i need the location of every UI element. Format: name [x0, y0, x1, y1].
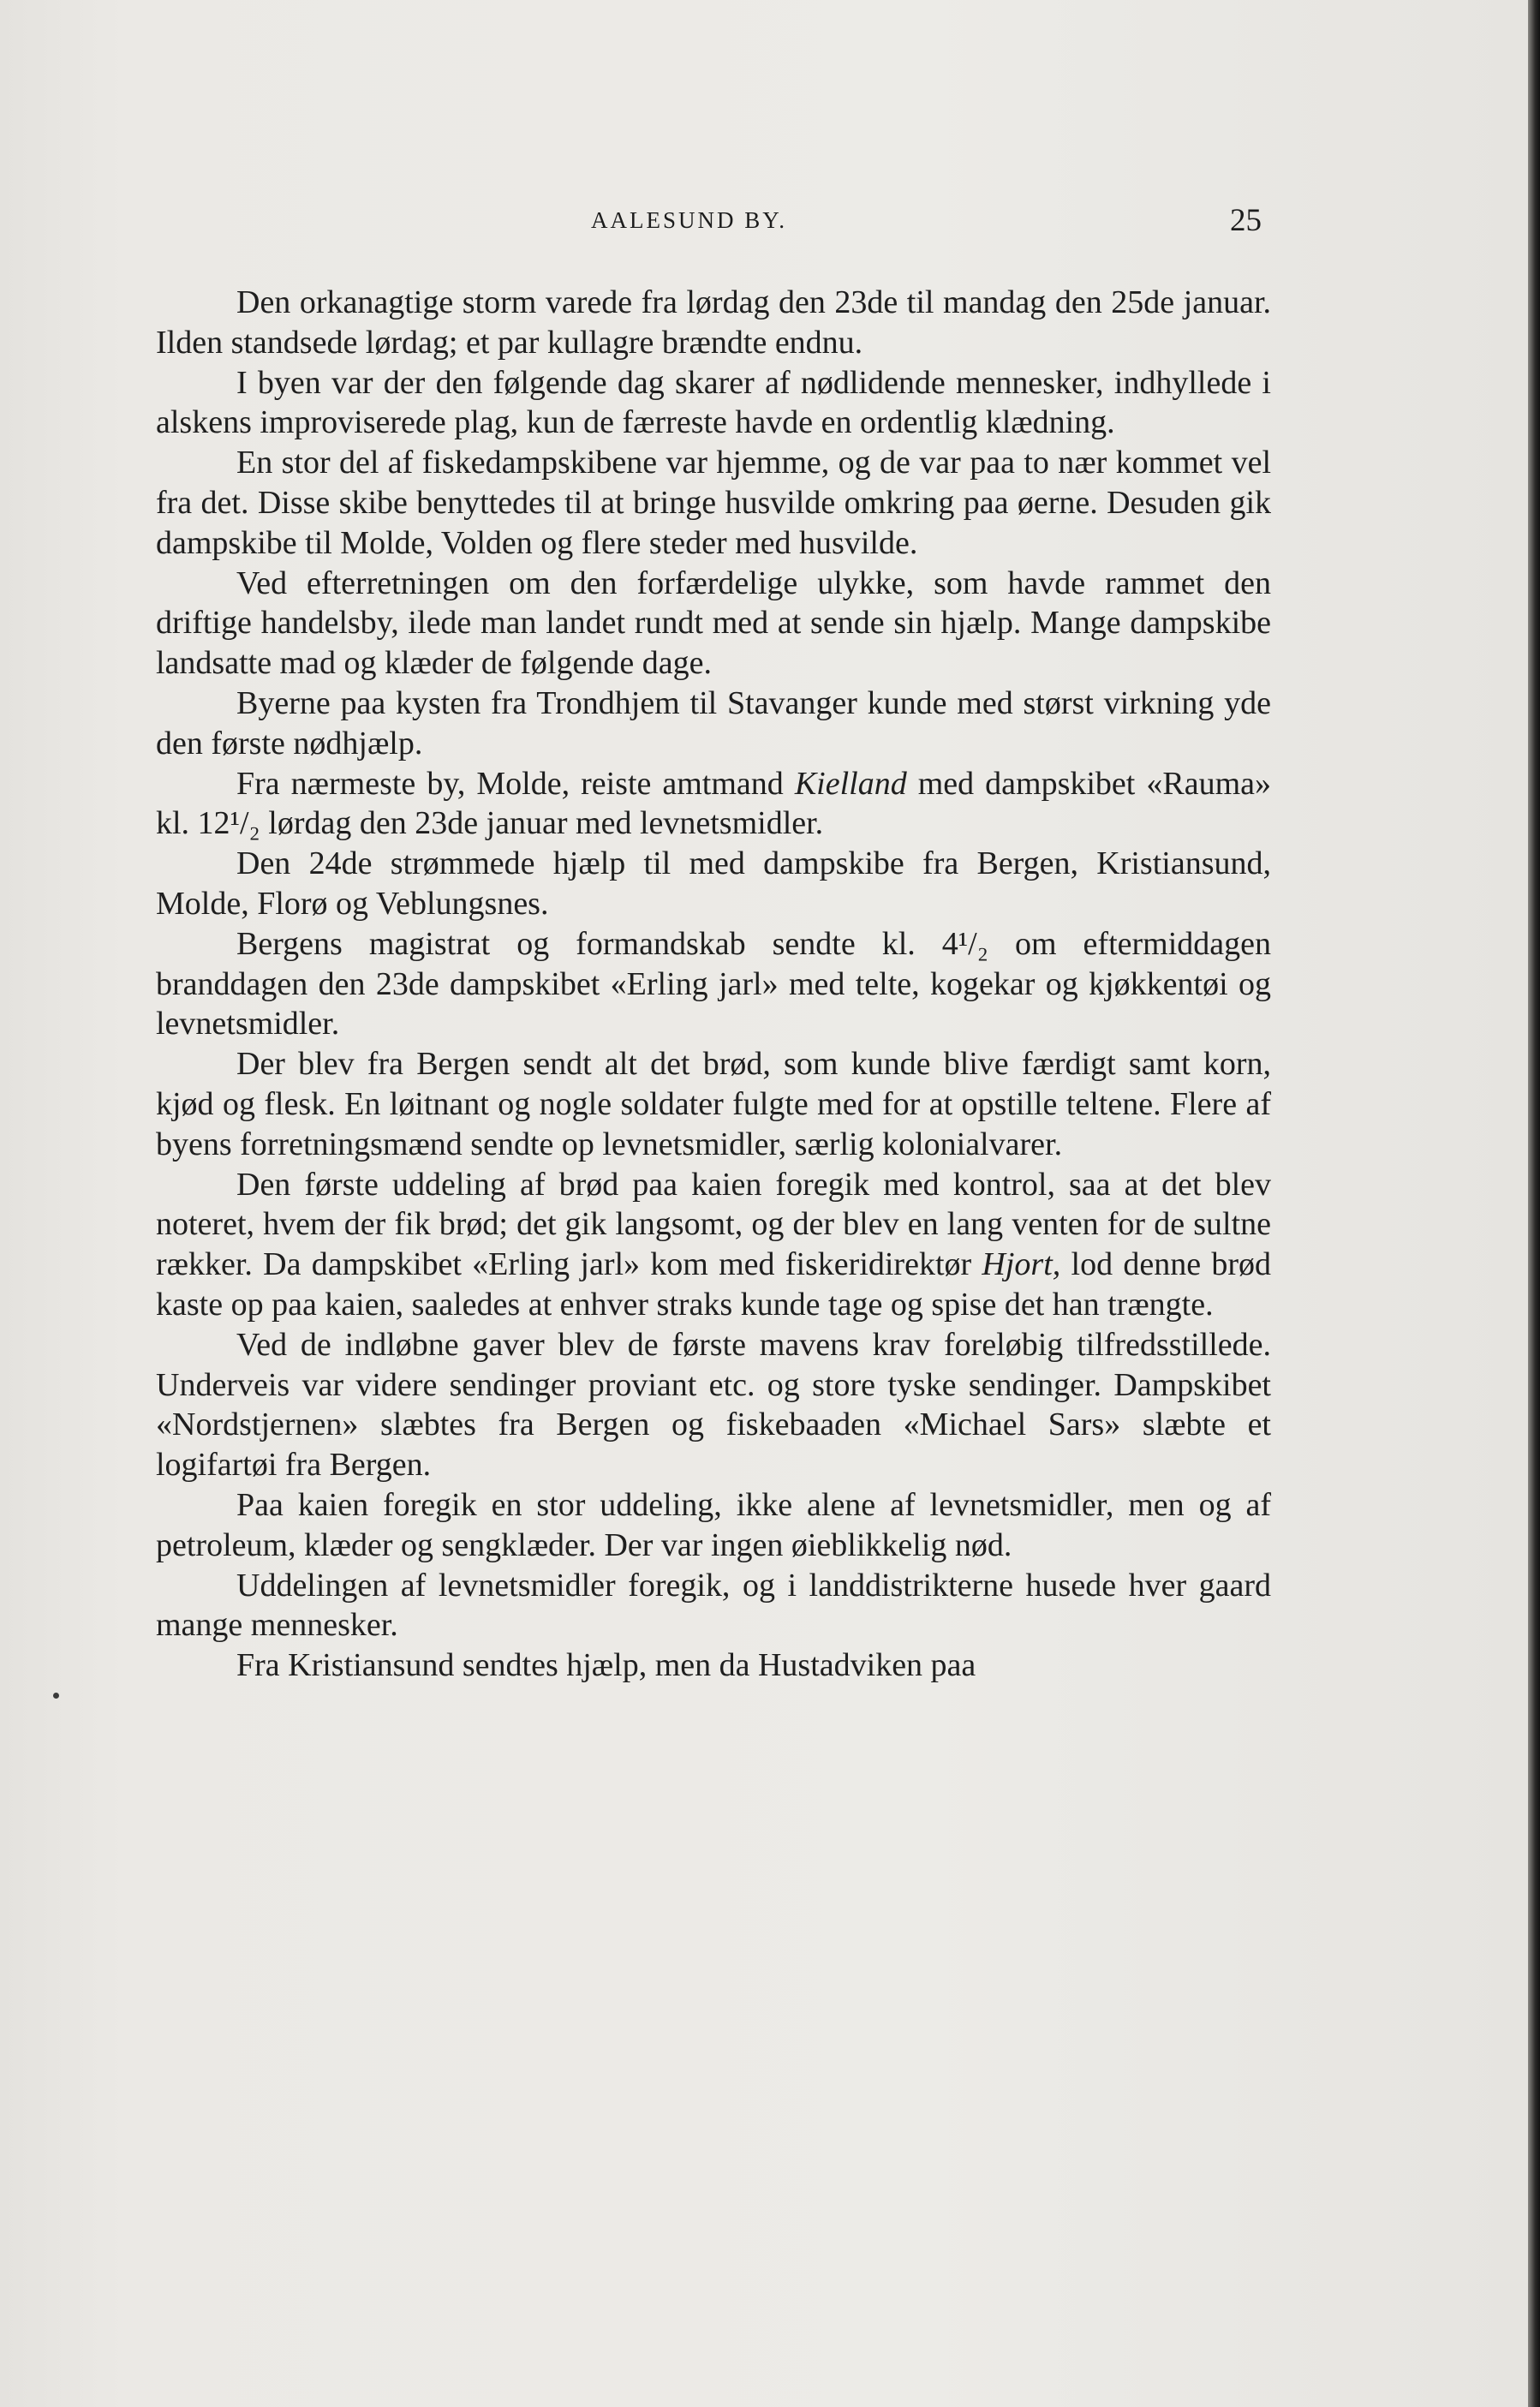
paragraph: Paa kaien foregik en stor uddeling, ikke alene af levnetsmidler, men og af petroleum, klæder og sengklæder. Der var ingen øieblikkelig nød. — [156, 1486, 1271, 1563]
paragraph: Den 24de strømmede hjælp til med dampskibe fra Bergen, Kristiansund, Molde, Florø og Veblungsnes. — [156, 845, 1271, 922]
fraction: ¹/₂ — [958, 925, 988, 962]
text-run: lod denne brød kaste op paa kaien, saaledes at enhver straks kunde tage og spise det han trængte. — [156, 1246, 1271, 1323]
running-head: AALESUND BY. — [591, 207, 788, 233]
text-run: med dampskibet «Rauma» kl. 12 — [156, 765, 1271, 842]
paragraph — [156, 924, 1271, 1044]
fraction: ¹/₂ — [230, 805, 260, 842]
ink-speck — [53, 1693, 59, 1699]
paragraph: Ved de indløbne gaver blev de første mavens krav foreløbig tilfredsstillede. Underveis var videre sendinger proviant etc. og store tyske sendinger. Dampskibet «Nordstjernen» slæbtes fra Bergen og fiskebaaden «Michael Sars» slæbte et logifartøi fra Bergen. — [156, 1326, 1271, 1484]
text-run: Den første uddeling af brød paa kaien foregik med kontrol, saa at det blev noteret, hvem der fik brød; det gik langsomt, og der blev en lang venten for de sultne rækker. Da dampskibet «Erling jarl» kom med fiskeridirektør — [156, 1166, 1271, 1283]
paragraph: Fra Kristiansund sendtes hjælp, men da Hustadviken paa — [236, 1647, 976, 1684]
paragraph: I byen var der den følgende dag skarer af nødlidende mennesker, indhyllede i alskens improviserede plag, kun de færreste havde en ordentlig klædning. — [156, 364, 1271, 441]
body-text — [156, 283, 1271, 1686]
paragraph: En stor del af fiskedampskibene var hjemme, og de var paa to nær kommet vel fra det. Disse skibe benyttedes til at bringe husvilde omkring paa øerne. Desuden gik dampskibe til Molde, Volden og flere steder med husvilde. — [156, 445, 1271, 561]
paragraph: Der blev fra Bergen sendt alt det brød, som kunde blive færdigt samt korn, kjød og flesk. En løitnant og nogle soldater fulgte med for at opstille teltene. Flere af byens forretningsmænd sendte op levnetsmidler, særlig kolonialvarer. — [156, 1046, 1271, 1162]
paragraph — [156, 764, 1271, 845]
emphasis-name: Kielland — [794, 765, 907, 802]
paragraph: Byerne paa kysten fra Trondhjem til Stavanger kunde med størst virkning yde den første nødhjælp. — [156, 684, 1271, 762]
paragraph — [156, 1165, 1271, 1325]
text-run: Bergens magistrat og formandskab sendte kl. 4 — [236, 925, 958, 962]
emphasis-name: Hjort, — [982, 1246, 1061, 1283]
paragraph: Uddelingen af levnetsmidler foregik, og i landdistrikterne husede hver gaard mange mennesker. — [156, 1567, 1271, 1644]
scan-edge-shadow — [1528, 0, 1540, 2407]
paragraph: Den orkanagtige storm varede fra lørdag den 23de til mandag den 25de januar. Ilden standsede lørdag; et par kullagre brændte endnu. — [156, 284, 1271, 361]
text-run: Fra nærmeste by, Molde, reiste amtmand — [236, 765, 795, 802]
page-header — [0, 203, 1540, 250]
page-number: 25 — [1230, 203, 1262, 238]
text-run: lørdag den 23de januar med levnetsmidler. — [260, 805, 824, 842]
paragraph: Ved efterretningen om den forfærdelige ulykke, som havde rammet den driftige handelsby, ilede man landet rundt med at sende sin hjælp. Mange dampskibe landsatte mad og klæder de følgende dage. — [156, 564, 1271, 682]
text-run: om eftermiddagen branddagen den 23de dampskibet «Erling jarl» med telte, kogekar og kjøkkentøi og levnetsmidler. — [156, 925, 1271, 1042]
